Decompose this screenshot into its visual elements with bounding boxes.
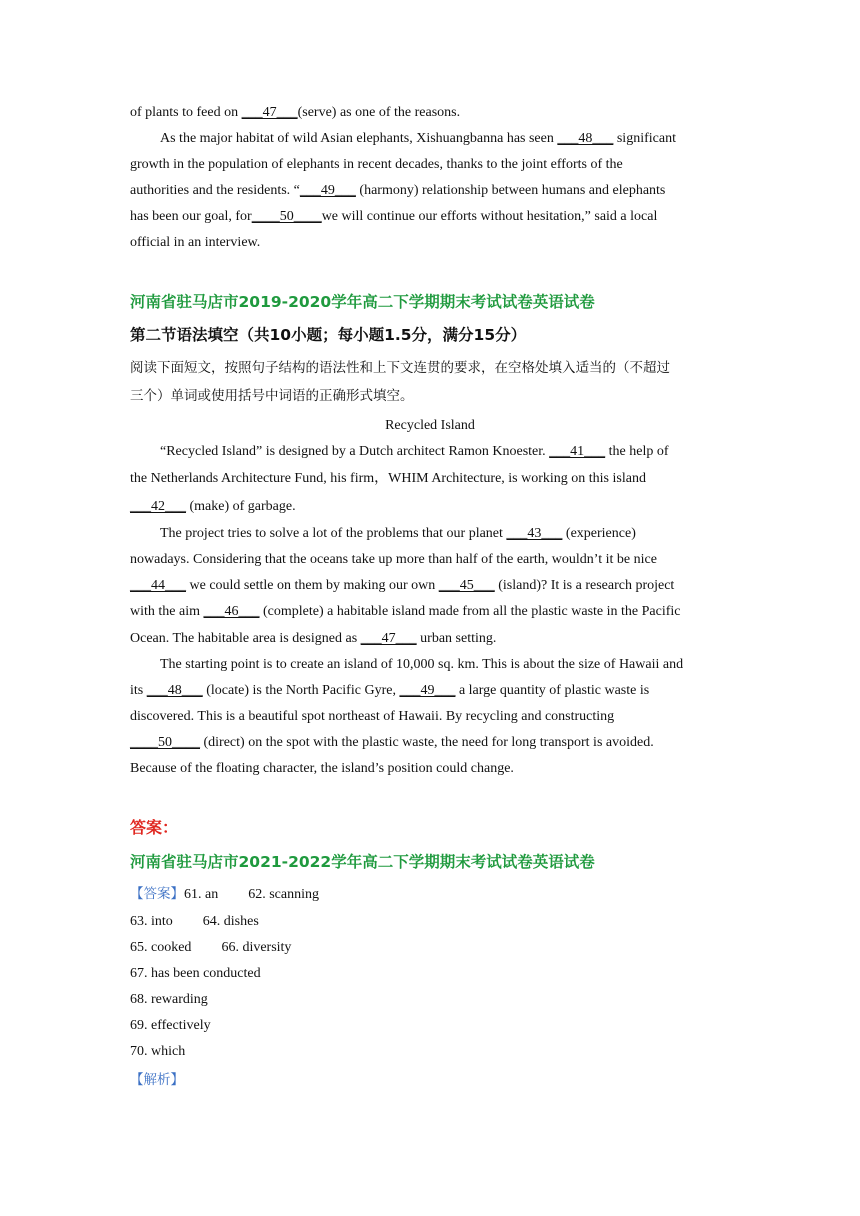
text-segment: the Netherlands Architecture Fund, his firm，WHIM Architecture, is working on this island <box>130 471 646 486</box>
passage-line <box>160 129 676 149</box>
text-segment: Ocean. The habitable area is designed as <box>130 631 361 646</box>
text-segment: (locate) is the North Pacific Gyre, <box>202 683 400 698</box>
blank: ___44___ <box>130 578 186 593</box>
answer-row <box>130 990 208 1010</box>
text-segment: growth in the population of elephants in recent decades, thanks to the joint efforts of the <box>130 157 623 172</box>
answers-heading: 答案： <box>130 818 179 837</box>
passage-line <box>130 681 649 701</box>
passage-line <box>130 576 674 596</box>
blank: ____50____ <box>251 209 322 224</box>
text-segment: (experience) <box>562 526 636 541</box>
passage-line <box>130 155 623 175</box>
blank: ___41___ <box>549 444 606 459</box>
blank: ___47___ <box>241 105 298 120</box>
text-segment: authorities and the residents. “ <box>130 183 300 198</box>
blank: ___47___ <box>360 631 417 646</box>
text-segment: (direct) on the spot with the plastic waste, the need for long transport is avoided. <box>200 735 654 750</box>
text-segment: of plants to feed on <box>130 105 242 120</box>
blank: ___46___ <box>203 604 260 619</box>
instruction-line-1: 阅读下面短文，按照句子结构的语法性和上下文连贯的要求，在空格处填入适当的（不超过 <box>130 360 670 376</box>
text-segment: significant <box>613 131 676 146</box>
passage-line <box>130 103 460 123</box>
text-segment: (island)? It is a research project <box>494 578 675 593</box>
text-segment: “Recycled Island” is designed by a Dutch architect Ramon Knoester. <box>160 444 550 459</box>
blank: ___45___ <box>438 578 495 593</box>
blank: ___49___ <box>399 683 456 698</box>
text-segment: The project tries to solve a lot of the problems that our planet <box>160 526 507 541</box>
section-subtitle: 第二节语法填空（共10小题；每小题1.5分，满分15分） <box>130 326 527 344</box>
passage-title: Recycled Island <box>385 418 475 433</box>
text-segment: its <box>130 683 147 698</box>
text-segment: with the aim <box>130 604 204 619</box>
text-segment: (complete) a habitable island made from all the plastic waste in the Pacific <box>259 604 681 619</box>
text-segment: (harmony) relationship between humans and elephants <box>355 183 666 198</box>
text-segment: a large quantity of plastic waste is <box>455 683 650 698</box>
blank: ___48___ <box>146 683 203 698</box>
answer-row <box>130 938 291 958</box>
section-title-2019-2020: 河南省驻马店市2019-2020学年高二下学期期末考试试卷英语试卷 <box>130 293 595 311</box>
passage-line <box>130 602 681 622</box>
text-segment: official in an interview. <box>130 235 261 250</box>
blank: ___48___ <box>557 131 614 146</box>
passage-line <box>130 181 665 201</box>
passage-line <box>130 233 260 253</box>
answer-row <box>130 964 261 984</box>
answer-item: 64. dishes <box>202 914 259 929</box>
passage-line <box>160 442 669 462</box>
text-segment: we could settle on them by making our own <box>186 578 439 593</box>
blank: ___42___ <box>130 499 186 514</box>
answer-row <box>130 1016 211 1036</box>
blank: ___43___ <box>506 526 563 541</box>
answer-item: 66. diversity <box>221 940 292 955</box>
text-segment: we will continue our efforts without hesitation,” said a local <box>321 209 658 224</box>
text-segment: discovered. This is a beautiful spot northeast of Hawaii. By recycling and constructing <box>130 709 615 724</box>
analysis-tag: 【解析】 <box>130 1072 184 1088</box>
passage-line <box>130 759 514 779</box>
passage-line <box>130 629 496 649</box>
answer-item: 69. effectively <box>130 1018 211 1033</box>
text-segment: (serve) as one of the reasons. <box>297 105 461 120</box>
blank: ___49___ <box>299 183 356 198</box>
text-segment: the help of <box>605 444 669 459</box>
answers-section-title: 河南省驻马店市2021-2022学年高二下学期期末考试试卷英语试卷 <box>130 853 595 871</box>
answer-tag: 【答案】 <box>130 886 184 902</box>
passage-line <box>130 707 614 727</box>
answer-row <box>130 912 259 932</box>
answer-item: 70. which <box>130 1044 186 1059</box>
answer-item: 63. into <box>130 914 173 929</box>
passage-line <box>130 469 646 489</box>
answer-item: 61. an <box>184 887 219 902</box>
blank: ____50____ <box>130 735 200 750</box>
answer-item: 62. scanning <box>248 887 319 902</box>
passage-line <box>130 733 654 753</box>
answer-item: 67. has been conducted <box>130 966 261 981</box>
answer-item: 65. cooked <box>130 940 192 955</box>
passage-line <box>130 207 657 227</box>
passage-line <box>130 550 657 570</box>
passage-line <box>160 655 683 675</box>
answer-item: 68. rewarding <box>130 992 208 1007</box>
text-segment: nowadays. Considering that the oceans take up more than half of the earth, wouldn’t it be nice <box>130 552 657 567</box>
text-segment: As the major habitat of wild Asian elephants, Xishuangbanna has seen <box>160 131 558 146</box>
answer-row <box>130 1042 185 1062</box>
passage-line <box>160 524 636 544</box>
text-segment: urban setting. <box>416 631 497 646</box>
text-segment: The starting point is to create an island of 10,000 sq. km. This is about the size of Hawaii and <box>160 657 684 672</box>
text-segment: (make) of garbage. <box>186 499 296 514</box>
answer-row <box>130 884 319 905</box>
instruction-line-2: 三个）单词或使用括号中词语的正确形式填空。 <box>130 388 414 404</box>
text-segment: Because of the floating character, the island’s position could change. <box>130 761 514 776</box>
text-segment: has been our goal, for <box>130 209 252 224</box>
passage-line <box>130 497 296 517</box>
